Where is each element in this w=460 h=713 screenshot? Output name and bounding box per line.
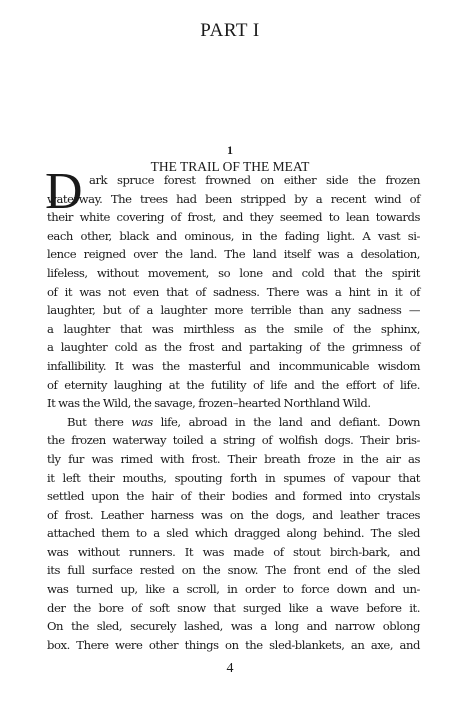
text-line: their white covering of frost, and they seemed to lean towards: [47, 210, 420, 225]
text-segment: life, abroad in the land and defiant. Down: [152, 414, 420, 429]
text-line: attached them to a sled which dragged along behind. The sled: [47, 526, 420, 541]
emphasis-text: was: [131, 414, 153, 429]
text-segment: But there: [67, 414, 132, 429]
text-line: ark spruce forest frowned on either side the frozen: [89, 173, 420, 187]
text-line: its full surface rested on the snow. The front end of the sled: [47, 563, 420, 578]
text-line: of it was not even that of sadness. There was a hint in it of: [47, 284, 420, 299]
paragraph-2: [47, 413, 420, 655]
text-line: laughter, but of a laughter more terrible than any sadness —: [47, 303, 420, 318]
text-line: was without runners. It was made of stout birch-bark, and: [47, 544, 420, 559]
text-line: settled upon the hair of their bodies and formed into crystals: [47, 489, 420, 504]
text-line: [47, 413, 420, 432]
text-line: was turned up, like a scroll, in order to force down and un-: [47, 582, 420, 597]
text-line: On the sled, securely lashed, was a long and narrow oblong: [47, 619, 420, 634]
drop-cap: D: [45, 163, 83, 220]
chapter-title: THE TRAIL OF THE MEAT: [150, 159, 310, 174]
text-line: waterway. The trees had been stripped by a recent wind of: [47, 191, 420, 206]
text-line: infallibility. It was the masterful and incommunicable wisdom: [47, 358, 420, 373]
text-line: lence reigned over the land. The land itself was a desolation,: [47, 247, 420, 262]
text-line: the frozen waterway toiled a string of wolfish dogs. Their bris-: [47, 433, 420, 448]
text-line: lifeless, without movement, so lone and cold that the spirit: [47, 265, 420, 280]
text-line: It was the Wild, the savage, frozen–hearted Northland Wild.: [47, 396, 371, 411]
text-line: der the bore of soft snow that surged like a wave before it.: [47, 600, 420, 615]
text-line: box. There were other things on the sled-blankets, an axe, and: [47, 637, 420, 652]
text-line: it left their mouths, spouting forth in spumes of vapour that: [47, 470, 420, 485]
page-number: 4: [226, 661, 234, 676]
part-title: PART I: [200, 20, 260, 41]
text-line: tly fur was rimed with frost. Their breath froze in the air as: [47, 451, 420, 466]
text-line: a laughter that was mirthless as the smile of the sphinx,: [47, 321, 420, 336]
text-line: each other, black and ominous, in the fading light. A vast si-: [47, 228, 420, 243]
chapter-number: 1: [227, 143, 233, 157]
text-line: of frost. Leather harness was on the dogs, and leather traces: [47, 507, 420, 522]
text-line: a laughter cold as the frost and partaking of the grimness of: [47, 340, 420, 355]
text-line: of eternity laughing at the futility of life and the effort of life.: [47, 377, 420, 392]
